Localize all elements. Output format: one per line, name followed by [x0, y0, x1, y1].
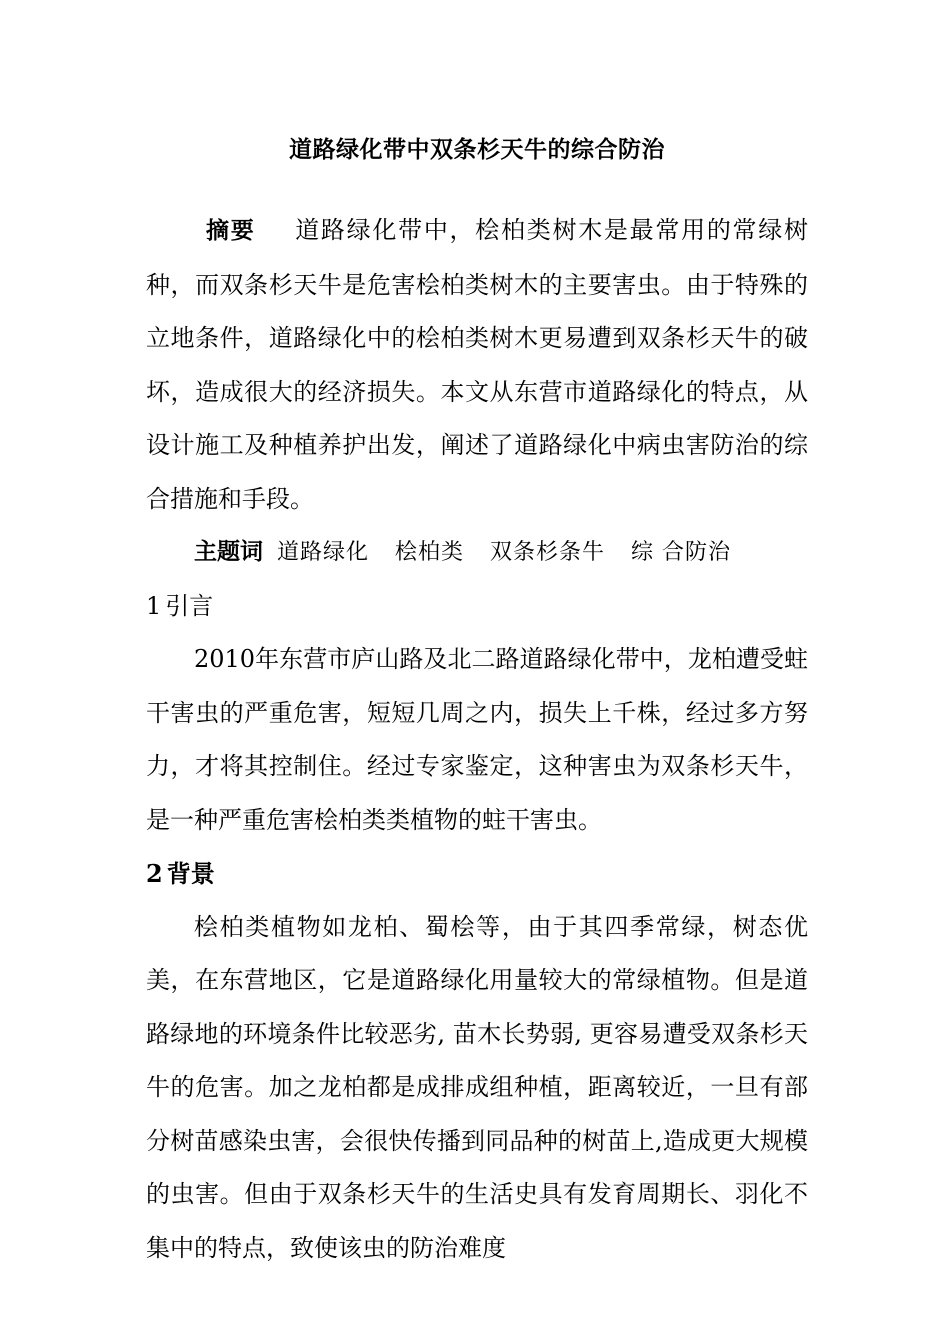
background-paragraph: 桧柏类植物如龙柏、蜀桧等，由于其四季常绿，树态优美，在东营地区，它是道路绿化用量较大的常绿植物。但是道路绿地的环境条件比较恶劣, 苗木长势弱, 更容易遭受双条杉天牛的危害。加之龙柏都是成排成组种植，距离较近，一旦有部分树苗感染虫害，会很快传播到同品种的树苗上,造成更大规模的虫害。但由于双条杉天牛的生活史具有发育周期长、羽化不集中的特点，致使该虫的防治难度 [146, 912, 808, 1262]
abstract-text: 道路绿化带中，桧柏类树木是最常用的常绿树种，而双条杉天牛是危害桧柏类树木的主要害虫。由于特殊的立地条件，道路绿化中的桧柏类树木更易遭到双条杉天牛的破坏，造成很大的经济损失。本文从东营市道路绿化的特点，从设计施工及种植养护出发，阐述了道路绿化中病虫害防治的综合措施和手段。 [146, 216, 809, 513]
section-heading-introduction [146, 580, 808, 634]
abstract-label: 摘要 [206, 218, 256, 244]
keyword-item: 双条杉条牛 [490, 540, 606, 565]
abstract-paragraph [146, 204, 808, 526]
keyword-item: 综 合防治 [631, 540, 732, 565]
introduction-paragraph: 2010年东营市庐山路及北二路道路绿化带中，龙柏遭受蛀干害虫的严重危害，短短几周之内，损失上千株，经过多方努力，才将其控制住。经过专家鉴定，这种害虫为双条杉天牛，是一种严重危害桧柏类类植物的蛀干害虫。 [146, 645, 808, 834]
section-title: 引言 [165, 591, 214, 620]
keyword-item: 道路绿化 [277, 540, 370, 565]
keywords-line [146, 526, 808, 580]
keyword-item: 桧柏类 [395, 540, 465, 565]
keywords-label: 主题词 [194, 539, 263, 565]
section-number: 1 [146, 591, 162, 620]
document-page [146, 130, 808, 1275]
section-number: 2 [146, 859, 163, 888]
document-title: 道路绿化带中双条杉天牛的综合防治 [289, 137, 665, 163]
section-title: 背景 [166, 859, 215, 888]
section-heading-background [146, 847, 808, 901]
